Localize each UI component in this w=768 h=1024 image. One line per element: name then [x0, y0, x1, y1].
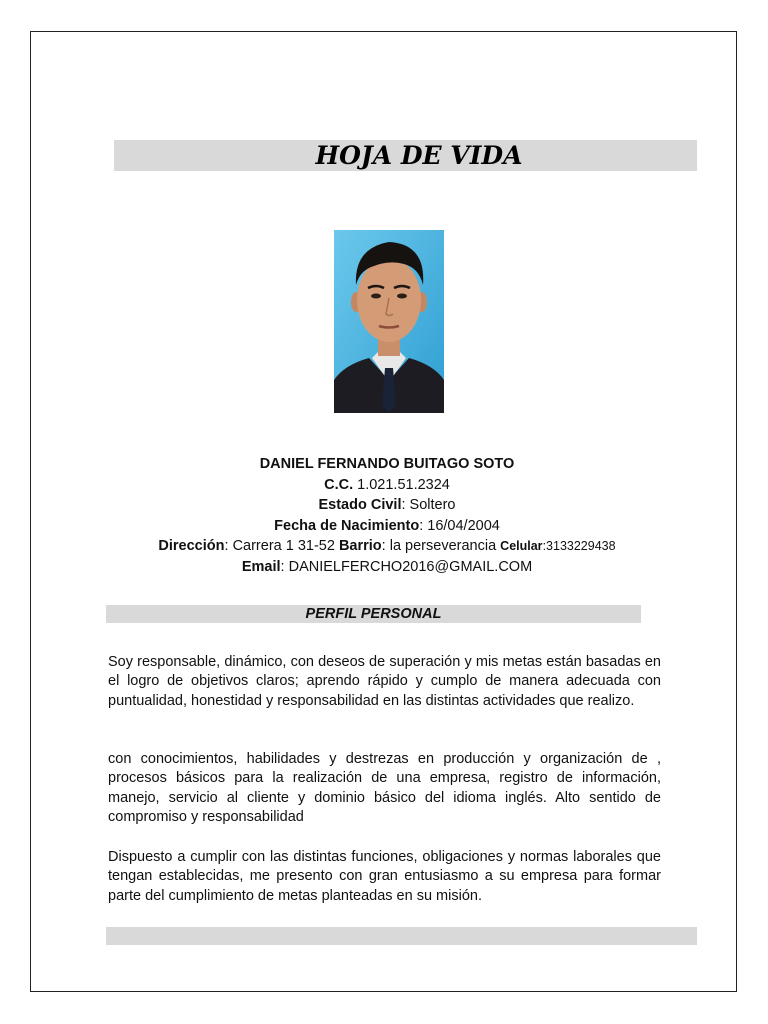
personal-info: DANIEL FERNANDO BUITAGO SOTO C.C. 1.021.51.2324 Estado Civil: Soltero Fecha de Nacimiento: 16/04/2004 Dirección: Carrera 1 31-52 Barrio: la perseverancia Celular:3133229438 Email: DANIELFERCHO2016@GMAIL.COM	[158, 456, 616, 575]
cc-label: C.C.	[324, 476, 354, 493]
full-name: DANIEL FERNANDO BUITAGO SOTO	[259, 456, 515, 472]
civil-status-value: Soltero	[409, 497, 456, 513]
profile-section-title: PERFIL PERSONAL	[305, 606, 442, 622]
cc-value: 1.021.51.2324	[357, 476, 450, 493]
phone-value: 3133229438	[546, 539, 616, 553]
email-value: DANIELFERCHO2016@GMAIL.COM	[288, 558, 533, 575]
document-title: HOJA DE VIDA	[315, 141, 523, 170]
neighborhood-value: la perseverancia	[389, 538, 497, 554]
address-label: Dirección	[158, 538, 225, 554]
bottom-section-bar	[106, 927, 697, 945]
profile-paragraph: Soy responsable, dinámico, con deseos de superación y mis metas están basadas en el logro de objetivos claros; aprendo rápido y cumplo de manera adecuada con puntualidad, honestidad y responsabilidad en las distintas actividades que realizo.	[108, 654, 661, 709]
birth-date-label: Fecha de Nacimiento	[274, 517, 420, 534]
civil-status-label: Estado Civil	[318, 497, 402, 513]
profile-paragraph: con conocimientos, habilidades y destrezas en producción y organización de , procesos básicos para la realización de una empresa, registro de información, manejo, servicio al cliente y dominio básico del idioma inglés. Alto sentido de compromiso y responsabilidad	[108, 751, 661, 825]
neighborhood-label: Barrio	[338, 538, 382, 554]
address-value: Carrera 1 31-52	[232, 538, 335, 554]
birth-date-value: 16/04/2004	[427, 517, 500, 534]
profile-paragraph: Dispuesto a cumplir con las distintas funciones, obligaciones y normas laborales que tengan establecidas, me presento con gran entusiasmo a su empresa para formar parte del cumplimiento de metas planteadas en su misión.	[108, 849, 661, 904]
profile-photo	[334, 230, 444, 413]
phone-label: Celular	[500, 539, 543, 553]
email-label: Email	[241, 558, 281, 575]
